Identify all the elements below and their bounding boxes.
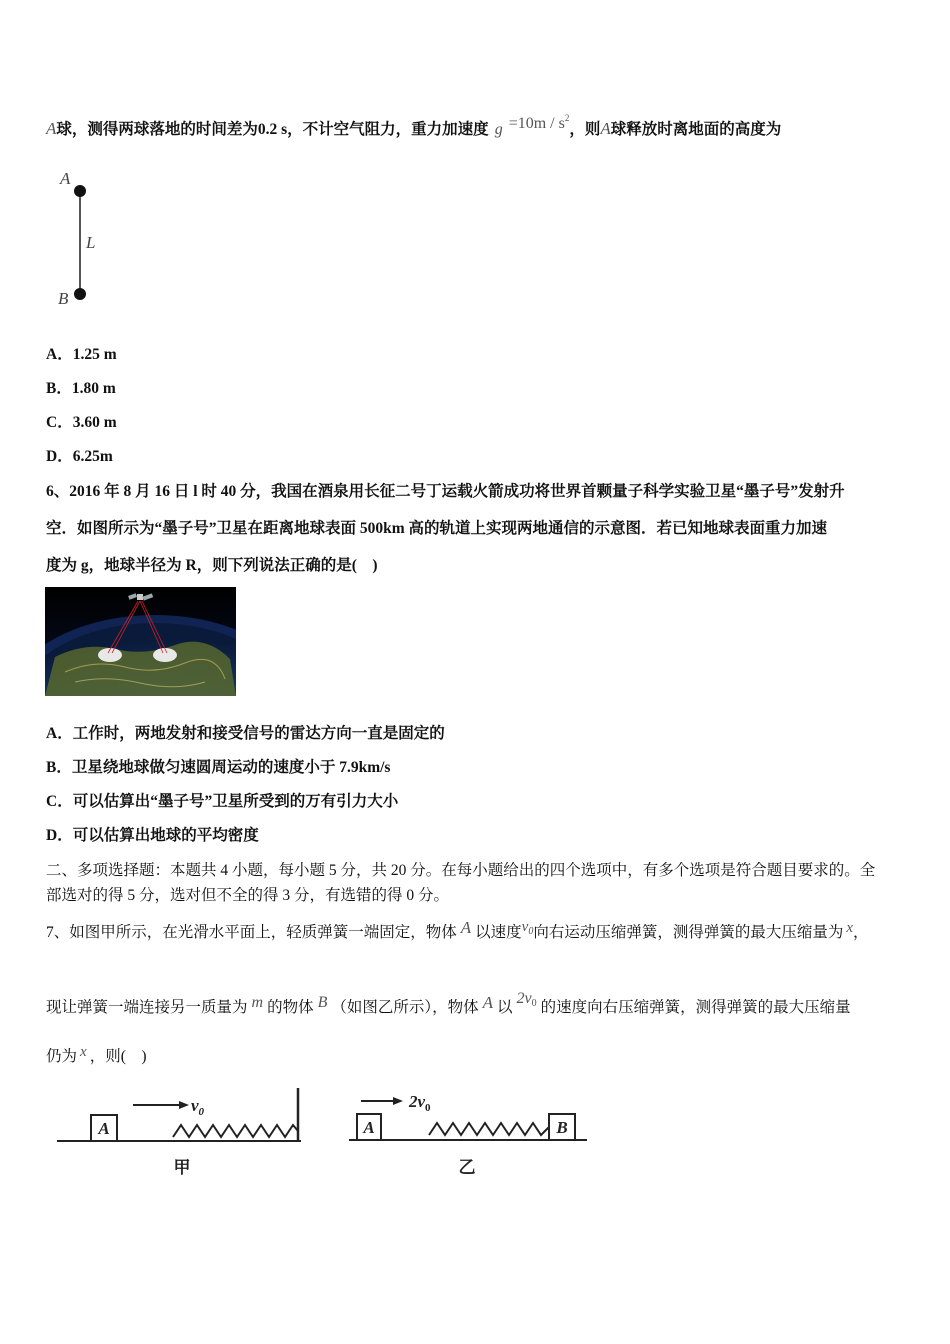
spring (429, 1123, 549, 1135)
ball-a (74, 185, 86, 197)
q6-option-b[interactable]: B．卫星绕地球做匀速圆周运动的速度小于 7.9km/s (46, 759, 391, 776)
q7-var-2v0: $2v_0$ (516, 990, 537, 1009)
spring (173, 1125, 298, 1137)
q7-stem-line-1: 7、如图甲所示，在光滑水平面上，轻质弹簧一端固定，物体 A 以速度$v_0$向右运动压缩弹簧，测得弹簧的最大压缩量为 x， (46, 918, 869, 941)
arrow-head (179, 1101, 189, 1109)
section2-line-2: 部选对的得 5 分，选对但不全的得 3 分，有选错的得 0 分。 (46, 887, 450, 904)
q7-var-a: A (460, 918, 472, 937)
fig-label-l: L (86, 233, 96, 252)
block-b-label: B (556, 1118, 568, 1137)
q6-stem-line-2: 空．如图所示为“墨子号”卫星在距离地球表面 500km 高的轨道上实现两地通信的示意图．若已知地球表面重力加速 (46, 520, 828, 537)
q7-var-b: B (317, 994, 328, 1011)
q6-stem-line-1: 6、2016 年 8 月 16 日 l 时 40 分，我国在酒泉用长征二号丁运载火箭成功将世界首颗量子科学实验卫星“墨子号”发射升 (46, 483, 845, 500)
q5-option-d[interactable]: D．6.25m (46, 448, 113, 465)
q7-var-x2: x (80, 1044, 87, 1060)
q5-var-a: A (46, 119, 57, 138)
q5-rod-figure (52, 166, 112, 311)
q5-text-2: ，则 (569, 121, 601, 138)
velocity-label: $v_0$ (191, 1096, 205, 1118)
q5-option-c[interactable]: C．3.60 m (46, 414, 117, 431)
fig-label-a: A (60, 169, 71, 188)
q5-text-3: 球释放时离地面的高度为 (610, 121, 782, 138)
satellite (137, 594, 143, 600)
q7-var-a2: A (482, 993, 494, 1012)
q5-continuation-line (46, 114, 781, 140)
block-a-label: A (363, 1118, 375, 1137)
arrow-head (393, 1097, 403, 1105)
ball-b (74, 288, 86, 300)
q6-option-c[interactable]: C．可以估算出“墨子号”卫星所受到的万有引力大小 (46, 793, 399, 810)
q7-stem-line-2: 现让弹簧一端连接另一质量为 m 的物体 B （如图乙所示），物体 A 以$2v_0$ 的速度向右压缩弹簧，测得弹簧的最大压缩量 (46, 990, 851, 1016)
block-a-label: A (98, 1119, 110, 1138)
q5-g-value: $=10m / s^2$ (508, 113, 570, 132)
q6-option-d[interactable]: D．可以估算出地球的平均密度 (46, 827, 259, 844)
q7-figure-jia (55, 1085, 305, 1180)
ground-station-right (153, 648, 177, 662)
q6-option-a[interactable]: A．工作时，两地发射和接受信号的雷达方向一直是固定的 (46, 725, 445, 742)
q5-var-g: g (494, 121, 503, 138)
q7-var-m: m (251, 994, 264, 1011)
q5-text-1: 球，测得两球落地的时间差为0.2 s，不计空气阻力，重力加速度 (56, 121, 489, 138)
q7-stem-line-3: 仍为 x ，则( ) (46, 1044, 147, 1065)
section2-line-1: 二、多项选择题：本题共 4 小题，每小题 5 分，共 20 分。在每小题给出的四个选项中，有多个选项是符合题目要求的。全 (46, 862, 876, 879)
caption-yi: 乙 (458, 1158, 476, 1178)
q7-var-x: x (846, 920, 854, 936)
q6-stem-line-3: 度为 g，地球半径为 R，则下列说法正确的是( ) (46, 557, 378, 574)
satellite-earth-image (45, 587, 236, 696)
q5-option-b[interactable]: B．1.80 m (46, 380, 116, 397)
q7-figure-yi (347, 1085, 592, 1180)
q5-option-a[interactable]: A．1.25 m (46, 346, 117, 363)
q5-var-a2: A (600, 119, 611, 138)
fig-label-b: B (58, 289, 69, 308)
caption-jia: 甲 (173, 1158, 191, 1178)
velocity-label: $2v_0$ (409, 1092, 431, 1114)
q7-var-v0: $v_0$ (521, 919, 534, 937)
